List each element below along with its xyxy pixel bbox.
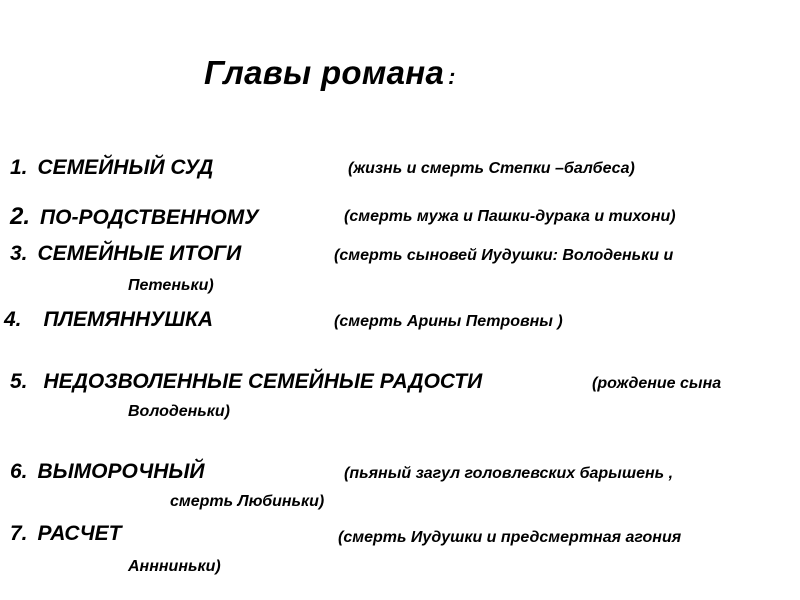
chapter-5-note-cont: Володеньки) [128,403,231,420]
chapter-number: 7. [10,522,28,545]
chapter-6-title [10,460,205,484]
chapter-number: 6. [10,460,28,483]
chapter-3-note: (смерть сыновей Иудушки: Володеньки и [334,247,674,264]
chapter-number: 5. [10,370,28,393]
chapter-name: ПО-РОДСТВЕННОМУ [40,206,259,229]
chapter-name: НЕДОЗВОЛЕННЫЕ СЕМЕЙНЫЕ РАДОСТИ [43,370,483,393]
chapter-6-note: (пьяный загул головлевских барышень , [344,465,674,482]
chapter-5-note: (рождение сына [592,375,722,392]
chapter-name: ВЫМОРОЧНЫЙ [37,460,205,483]
chapter-number: 1. [10,156,28,179]
chapter-4-note: (смерть Арины Петровны ) [334,313,563,330]
chapter-1-note: (жизнь и смерть Степки –балбеса) [348,160,635,177]
chapter-6-note-cont: смерть Любиньки) [170,493,325,510]
chapter-name: ПЛЕМЯННУШКА [43,308,214,331]
chapter-name: РАСЧЕТ [37,522,122,545]
chapter-3-note-cont: Петеньки) [128,277,214,294]
chapter-number: 2. [10,203,31,230]
chapter-2-title [10,203,258,231]
chapter-7-note: (смерть Иудушки и предсмертная агония [338,529,682,546]
chapter-4-title [4,308,213,332]
chapter-name: СЕМЕЙНЫЙ СУД [37,156,214,179]
chapter-2-note: (смерть мужа и Пашки-дурака и тихони) [344,208,676,225]
chapter-name: СЕМЕЙНЫЕ ИТОГИ [37,242,242,265]
chapter-1-title [10,156,213,180]
chapter-3-title [10,242,241,266]
slide-title [204,54,456,92]
chapter-5-title [10,370,482,394]
chapter-number: 3. [10,242,28,265]
chapter-number: 4. [4,308,22,331]
slide-title-colon: : [448,64,456,89]
chapter-7-note-cont: Аннниньки) [128,558,221,575]
chapter-7-title [10,522,121,546]
slide-title-text: Главы романа [204,54,445,91]
